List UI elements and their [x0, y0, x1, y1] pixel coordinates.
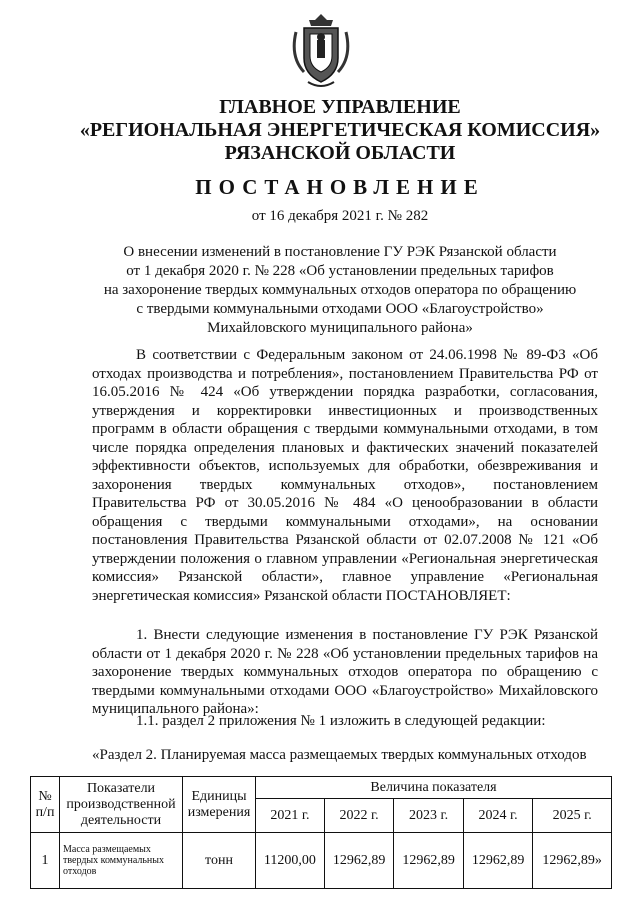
org-name-line-3: РЯЗАНСКОЙ ОБЛАСТИ [224, 142, 456, 164]
org-name-line-2: «РЕГИОНАЛЬНАЯ ЭНЕРГЕТИЧЕСКАЯ КОМИССИЯ» [79, 119, 601, 141]
item-1-1-text: 1.1. раздел 2 приложения № 1 изложить в следующей редакции: [136, 713, 546, 729]
row-unit: тонн [183, 833, 256, 889]
header-year: 2023 г. [394, 799, 464, 833]
row-num: 1 [31, 833, 60, 889]
header-num: № п/п [31, 777, 60, 833]
section-title: «Раздел 2. Планируемая масса размещаемых твердых коммунальных отходов [92, 747, 587, 763]
row-value: 12962,89 [394, 833, 464, 889]
header-year: 2021 г. [256, 799, 325, 833]
row-indicator: Масса размещаемых твердых коммунальных отходов [60, 833, 183, 889]
header-year: 2022 г. [324, 799, 394, 833]
item-1-paragraph: 1. Внести следующие изменения в постановление ГУ РЭК Рязанской области от 1 декабря 2020 г. № 228 «Об установлении предельных тарифов на захоронение твердых коммунальных отходов оператора по обращению с твердыми коммунальными отходами ООО «Благоустройство» Михайловского муниципального района»: [92, 627, 598, 717]
row-value: 12962,89 [324, 833, 394, 889]
waste-mass-table [30, 776, 612, 889]
table-row [31, 833, 612, 889]
document-date-number: от 16 декабря 2021 г. № 282 [251, 208, 429, 224]
header-indicator: Показатели производственной деятельности [60, 777, 183, 833]
header-year: 2025 г. [533, 799, 612, 833]
subject-line: Михайловского муниципального района» [207, 320, 473, 336]
subject-line: О внесении изменений в постановление ГУ РЭК Рязанской области [123, 244, 557, 260]
header-value-group: Величина показателя [256, 777, 612, 799]
subject-line: от 1 декабря 2020 г. № 228 «Об установлении предельных тарифов [126, 263, 554, 279]
org-name-line-1: ГЛАВНОЕ УПРАВЛЕНИЕ [219, 96, 461, 118]
row-value: 12962,89 [463, 833, 533, 889]
document-subject [70, 243, 610, 338]
subject-line: на захоронение твердых коммунальных отходов оператора по обращению [103, 282, 577, 298]
row-value: 12962,89» [533, 833, 612, 889]
header-year: 2024 г. [463, 799, 533, 833]
document-type: ПОСТАНОВЛЕНИЕ [195, 175, 485, 199]
preamble-paragraph: В соответствии с Федеральным законом от 24.06.1998 № 89-ФЗ «Об отходах производства и потребления», постановлением Правительства РФ от 16.05.2016 № 424 «Об утверждении порядка разработки, согласования, утверждения и корректировки инвестиционных и производственных программ в области обращения с твердыми коммунальными отходами, в том числе порядка определения плановых и фактических значений показателей эффективности объектов, используемых для обработки, обезвреживания и захоронения твердых коммунальных отходов», постановлением Правительства РФ от 30.05.2016 № 484 «О ценообразовании в области обращения с твердыми коммунальными отходами», на основании постановления Правительства Рязанской области от 02.07.2008 № 121 «Об утверждении положения о главном управлении «Региональная энергетическая комиссия» Рязанской области», главное управление «Региональная энергетическая комиссия» Рязанской области ПОСТАНОВЛЯЕТ: [92, 347, 598, 604]
subject-line: с твердыми коммунальными отходами ООО «Благоустройство» [136, 301, 544, 317]
row-value: 11200,00 [256, 833, 325, 889]
coat-of-arms-icon [290, 12, 352, 92]
header-unit: Единицы измерения [183, 777, 256, 833]
